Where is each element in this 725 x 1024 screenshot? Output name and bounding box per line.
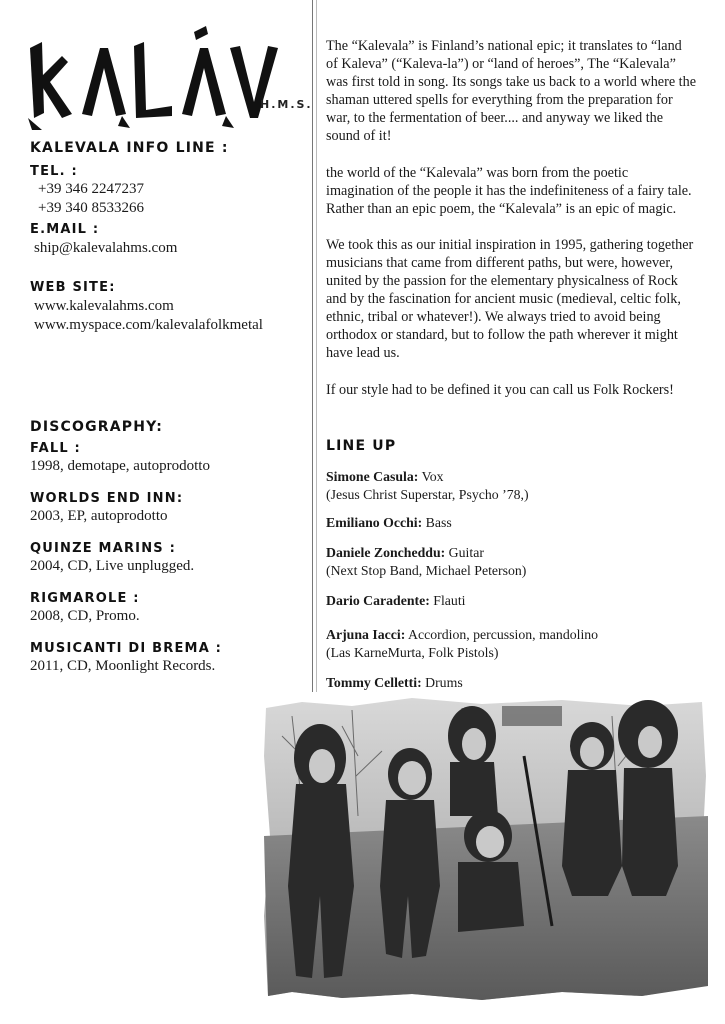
lineup-member: [326, 592, 466, 610]
column-divider-shadow: [316, 0, 317, 692]
release-title: MUSICANTI DI BREMA :: [30, 641, 223, 656]
release-title: QUINZE MARINS :: [30, 541, 176, 556]
member-role: Guitar: [448, 545, 484, 560]
discography-title: DISCOGRAPHY:: [30, 419, 164, 435]
bio-paragraph-2: the world of the “Kalevala” was born from the poetic imagination of the people it has the indefiniteness of a fairy tale. Rather than an epic poem, the “Kalevala” is an epic of magic.: [326, 164, 692, 217]
bio-column: [326, 37, 696, 399]
email-label: E.MAIL :: [30, 222, 100, 237]
lineup-member: [326, 626, 598, 662]
release-detail: 2011, CD, Moonlight Records.: [30, 658, 216, 674]
info-column: [30, 140, 305, 676]
website-label: WEB SITE:: [30, 280, 116, 295]
release-title: RIGMAROLE :: [30, 591, 140, 606]
member-role: Drums: [425, 675, 463, 690]
member-role: Accordion, percussion, mandolino: [408, 627, 599, 642]
tel-label: TEL. :: [30, 164, 78, 179]
email-link[interactable]: ship@kalevalahms.com: [34, 240, 178, 256]
member-note: (Next Stop Band, Michael Peterson): [326, 563, 527, 578]
lineup-member: [326, 544, 526, 580]
release-detail: 2003, EP, autoprodotto: [30, 508, 168, 524]
lineup-member: [326, 468, 529, 504]
info-line-title: KALEVALA INFO LINE :: [30, 140, 229, 156]
member-name: Arjuna Iacci:: [326, 627, 406, 642]
member-note: (Jesus Christ Superstar, Psycho ’78,): [326, 487, 529, 502]
member-role: Flauti: [433, 593, 466, 608]
member-note: (Las KarneMurta, Folk Pistols): [326, 645, 499, 660]
member-name: Tommy Celletti:: [326, 675, 422, 690]
member-name: Simone Casula:: [326, 469, 419, 484]
phone-2[interactable]: +39 340 8533266: [38, 200, 144, 216]
website-link-2[interactable]: www.myspace.com/kalevalafolkmetal: [34, 317, 263, 333]
band-photo: [262, 696, 708, 1000]
member-name: Dario Caradente:: [326, 593, 430, 608]
release-detail: 1998, demotape, autoprodotto: [30, 458, 210, 474]
lineup-member: [326, 514, 452, 532]
bio-paragraph-1: The “Kalevala” is Finland’s national epic; it translates to “land of Kaleva” (“Kaleva-la”) or “land of heroes”, The “Kalevala” was first told in song. Its songs take us back to a world where the shaman uttered spells for everything from the preparation for war, to the fermentation of beer.... and anyway we liked the sound of it!: [326, 38, 696, 145]
member-name: Emiliano Occhi:: [326, 515, 423, 530]
phone-1[interactable]: +39 346 2247237: [38, 181, 144, 197]
release-detail: 2008, CD, Promo.: [30, 608, 140, 624]
bio-paragraph-4: If our style had to be defined it you can call us Folk Rockers!: [326, 381, 674, 398]
logo-ornament: [22, 18, 312, 130]
member-role: Vox: [421, 469, 444, 484]
lineup-title: LINE UP: [326, 438, 397, 454]
website-link-1[interactable]: www.kalevalahms.com: [34, 298, 174, 314]
bio-paragraph-3: We took this as our initial inspiration in 1995, gathering together musicians that came from different paths, but were, however, united by the passion for the elementary physicalness of Rock and by the fascination for ancient music (medieval, celtic folk, ethnic, tribal or whatever!). We always tried to avoid being orthodox or standard, but to follow the path wherever it might have lead us.: [326, 236, 694, 362]
member-name: Daniele Zoncheddu:: [326, 545, 446, 560]
lineup-member: [326, 674, 463, 692]
logo-subtitle: H.M.S.: [260, 98, 313, 111]
member-role: Bass: [425, 515, 452, 530]
release-title: FALL :: [30, 441, 81, 456]
release-title: WORLDS END INN:: [30, 491, 184, 506]
release-detail: 2004, CD, Live unplugged.: [30, 558, 195, 574]
band-logo: [22, 18, 312, 130]
